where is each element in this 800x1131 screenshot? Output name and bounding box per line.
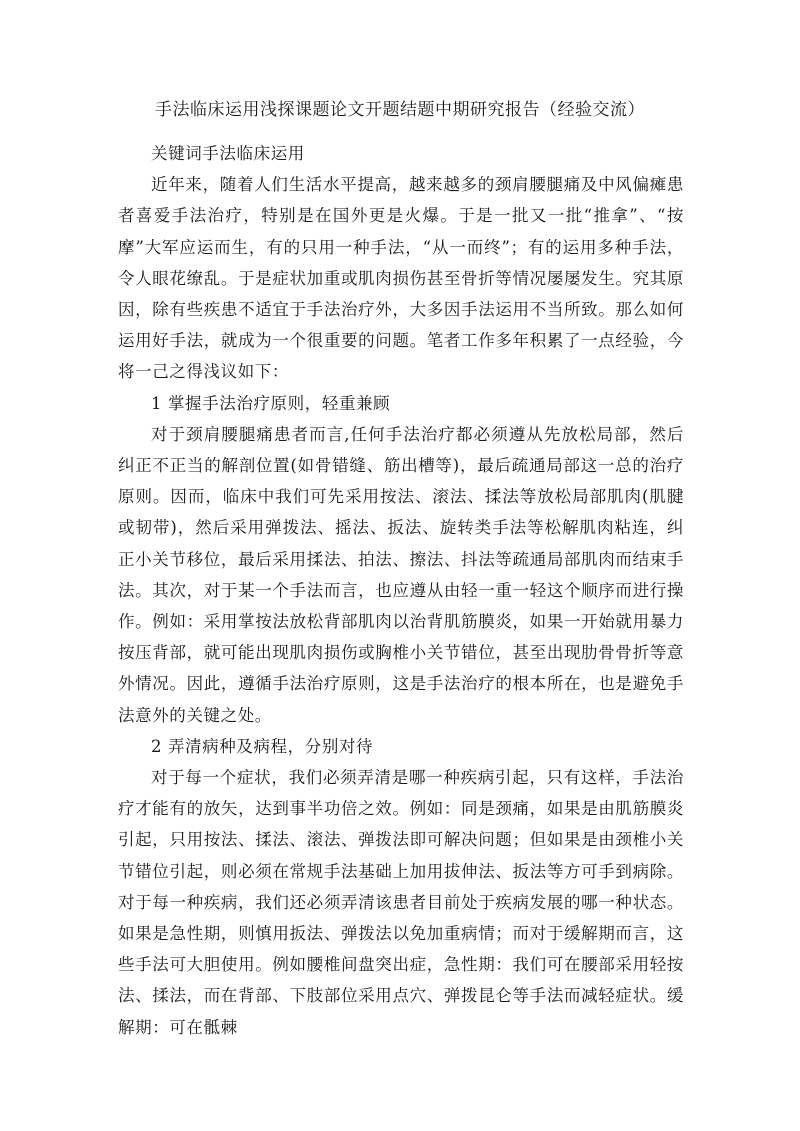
document-title: 手法临床运用浅探课题论文开题结题中期研究报告（经验交流） xyxy=(155,100,645,120)
section-1-heading: 1 掌握手法治疗原则，轻重兼顾 xyxy=(151,393,391,413)
section-2-paragraph: 对于每一个症状，我们必须弄清是哪一种疾病引起，只有这样，手法治疗才能有的放矢，达到事半功倍之效。例如：同是颈痛，如果是由肌筋膜炎引起，只用按法、揉法、滚法、弹拨法即可解决问题；但如果是由颈椎小关节错位引起，则必须在常规手法基础上加用拔伸法、扳法等方可手到病除。对于每一种疾病，我们还必须弄清该患者目前处于疾病发展的哪一种状态。如果是急性期，则慎用扳法、弹拨法以免加重病情；而对于缓解期而言，这些手法可大胆使用。例如腰椎间盘突出症，急性期：我们可在腰部采用轻按法、揉法，而在背部、下肢部位采用点穴、弹拨昆仑等手法而减轻症状。缓解期：可在骶棘 xyxy=(118,768,684,1037)
section-1-paragraph: 对于颈肩腰腿痛患者而言,任何手法治疗都必须遵从先放松局部，然后纠正不正当的解剖位置(如骨错缝、筋出槽等)，最后疏通局部这一总的治疗原则。因而，临床中我们可先采用按法、滚法、揉法等放松局部肌肉(肌腱或韧带)，然后采用弹拨法、摇法、扳法、旋转类手法等松解肌肉粘连，纠正小关节移位，最后采用揉法、拍法、擦法、抖法等疏通局部肌肉而结束手法。其次，对于某一个手法而言，也应遵从由轻一重一轻这个顺序而进行操作。例如：采用掌按法放松背部肌肉以治背肌筋膜炎，如果一开始就用暴力按压背部，就可能出现肌肉损伤或胸椎小关节错位，甚至出现肋骨骨折等意外情况。因此，遵循手法治疗原则，这是手法治疗的根本所在，也是避免手法意外的关键之处。 xyxy=(118,424,684,725)
document-body xyxy=(118,138,684,1043)
section-2-heading: 2 弄清病种及病程，分别对待 xyxy=(151,736,374,756)
keywords-line: 关键词手法临床运用 xyxy=(151,144,305,163)
paragraph-intro: 近年来，随着人们生活水平提高，越来越多的颈肩腰腿痛及中风偏瘫患者喜爱手法治疗，特别是在国外更是火爆。于是一批又一批“推拿”、“按摩”大军应运而生，有的只用一种手法，“从一而终”；有的运用多种手法，令人眼花缭乱。于是症状加重或肌肉损伤甚至骨折等情况屡屡发生。究其原因，除有些疾患不适宜于手法治疗外，大多因手法运用不当所致。那么如何运用好手法，就成为一个很重要的问题。笔者工作多年积累了一点经验，今将一己之得浅议如下： xyxy=(118,175,684,382)
